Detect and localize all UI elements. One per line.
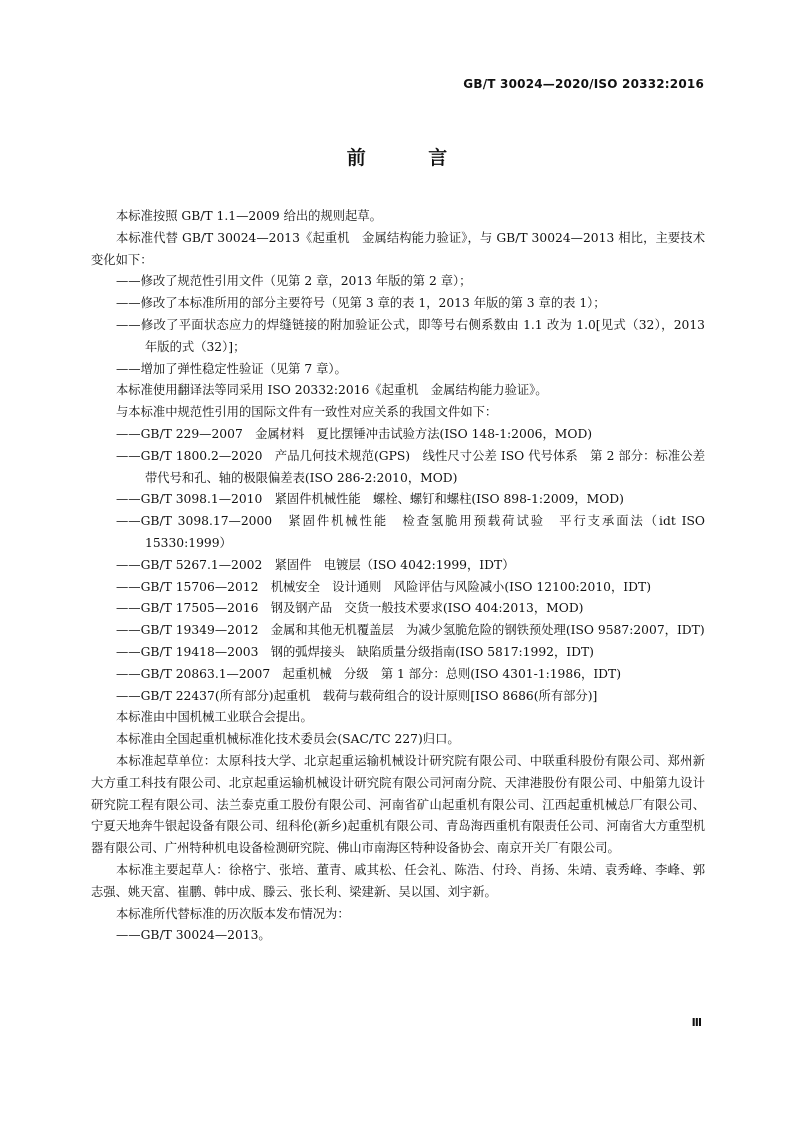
paragraph: 本标准按照 GB/T 1.1—2009 给出的规则起草。	[116, 209, 382, 223]
list-item: ——修改了规范性引用文件（见第 2 章，2013 年版的第 2 章）；	[116, 274, 472, 289]
list-item: ——修改了平面状态应力的焊缝链接的附加验证公式，即等号右侧系数由 1.1 改为 1.0[见式（32），2013 年版的式（32）]；	[116, 317, 705, 354]
reference-item: ——GB/T 5267.1—2002 紧固件 电镀层（ISO 4042:1999，IDT）	[116, 557, 515, 572]
paragraph: 本标准代替 GB/T 30024—2013《起重机 金属结构能力验证》，与 GB/T 30024—2013 相比，主要技术变化如下：	[91, 230, 705, 267]
foreword-body	[91, 206, 705, 947]
drafting-units-paragraph: 本标准起草单位：太原科技大学、北京起重运输机械设计研究院有限公司、中联重科股份有限公司、郑州新大方重工科技有限公司、北京起重运输机械设计研究院有限公司河南分院、天津港股份有限公司、中船第九设计研究院工程有限公司、法兰泰克重工股份有限公司、河南省矿山起重机有限公司、江西起重机械总厂有限公司、宁夏天地奔牛银起设备有限公司、纽科伦(新乡)起重机有限公司、青岛海西重机有限责任公司、河南省大方重型机器有限公司、广州特种机电设备检测研究院、佛山市南海区特种设备协会、南京开关厂有限公司。	[91, 753, 705, 856]
reference-item: ——GB/T 3098.17—2000 紧固件机械性能 检查氢脆用预载荷试验 平行支承面法（idt ISO 15330:1999）	[116, 514, 705, 550]
reference-item: ——GB/T 229—2007 金属材料 夏比摆锤冲击试验方法(ISO 148-1:2006，MOD)	[116, 426, 593, 441]
reference-item: ——GB/T 19418—2003 钢的弧焊接头 缺陷质量分级指南(ISO 5817:1992，IDT)	[116, 644, 594, 659]
reference-item: ——GB/T 20863.1—2007 起重机械 分级 第 1 部分：总则(ISO 4301-1:1986，IDT)	[116, 666, 622, 681]
paragraph: 本标准使用翻译法等同采用 ISO 20332:2016《起重机 金属结构能力验证》。	[116, 383, 548, 398]
reference-item: ——GB/T 22437(所有部分)起重机 载荷与载荷组合的设计原则[ISO 8686(所有部分)]	[116, 688, 598, 703]
paragraph: 与本标准中规范性引用的国际文件有一致性对应关系的我国文件如下：	[116, 405, 498, 420]
list-item: ——修改了本标准所用的部分主要符号（见第 3 章的表 1，2013 年版的第 3 章的表 1）；	[116, 296, 606, 311]
drafters-paragraph: 本标准主要起草人：徐格宁、张培、董青、戚其松、任会礼、陈浩、付玲、肖扬、朱靖、袁秀峰、李峰、郭志强、姚天富、崔鹏、韩中成、滕云、张长利、梁建新、吴以国、刘宇新。	[91, 862, 705, 899]
paragraph: 本标准由中国机械工业联合会提出。	[116, 710, 313, 725]
reference-item: ——GB/T 19349—2012 金属和其他无机覆盖层 为减少氢脆危险的钢铁预处理(ISO 9587:2007，IDT)	[116, 623, 705, 638]
paragraph: 本标准所代替标准的历次版本发布情况为：	[116, 906, 350, 921]
reference-item: ——GB/T 17505—2016 钢及钢产品 交货一般技术要求(ISO 404:2013，MOD)	[116, 601, 584, 616]
list-item: ——GB/T 30024—2013。	[116, 928, 271, 943]
list-item: ——增加了弹性稳定性验证（见第 7 章）。	[116, 361, 347, 376]
page-title: 前 言	[346, 147, 476, 169]
paragraph: 本标准由全国起重机械标准化技术委员会(SAC/TC 227)归口。	[116, 732, 460, 747]
page-number: Ⅲ	[691, 1016, 702, 1029]
standard-number: GB/T 30024—2020/ISO 20332:2016	[463, 77, 704, 91]
reference-item: ——GB/T 3098.1—2010 紧固件机械性能 螺栓、螺钉和螺柱(ISO 898-1:2009，MOD)	[116, 492, 624, 507]
reference-item: ——GB/T 15706—2012 机械安全 设计通则 风险评估与风险减小(ISO 12100:2010，IDT)	[116, 579, 651, 594]
reference-item: ——GB/T 1800.2—2020 产品几何技术规范(GPS) 线性尺寸公差 ISO 代号体系 第 2 部分：标准公差带代号和孔、轴的极限偏差表(ISO 286-2:2010，MOD)	[116, 448, 705, 485]
